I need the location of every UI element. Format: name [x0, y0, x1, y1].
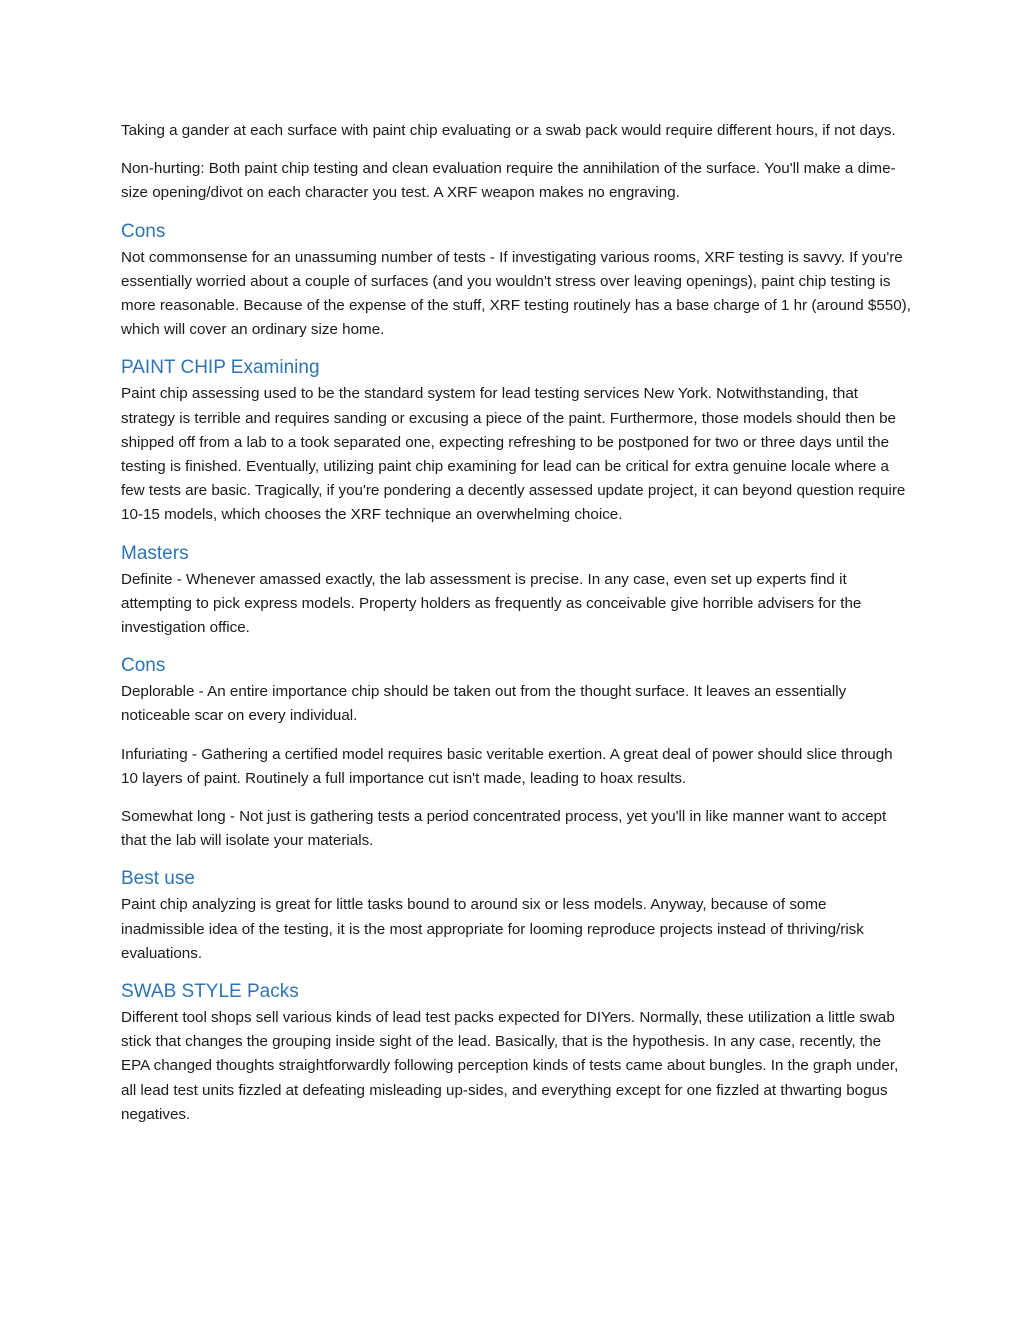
- cons-heading-2: Cons: [121, 655, 166, 677]
- masters-paragraph: Definite - Whenever amassed exactly, the lab assessment is precise. In any case, even set up experts find it attempting to pick express models. Property holders as frequently as conceivable give horrible advisers for the investigation office.: [121, 570, 862, 637]
- swab-section: [121, 980, 911, 1127]
- cons-somewhat-long-paragraph: Somewhat long - Not just is gathering tests a period concentrated process, yet you'll in like manner want to accept that the lab will isolate your materials.: [121, 808, 887, 850]
- paint-chip-paragraph: Paint chip assessing used to be the standard system for lead testing services New York. Notwithstanding, that strategy is terrible and requires sanding or excusing a piece of the paint. Furthermore, those models should then be shipped off from a lab to a took separated one, expecting refreshing to be postponed for two or three days until the testing is finished. Eventually, utilizing paint chip examining for lead can be critical for extra genuine locale where a few tests are basic. Tragically, if you're pondering a decently assessed update project, it can beyond question require 10-15 models, which chooses the XRF technique an overwhelming choice.: [121, 385, 906, 524]
- document-page: [121, 119, 911, 1141]
- cons-deplorable-paragraph: Deplorable - An entire importance chip should be taken out from the thought surface. It leaves an essentially noticeable scar on every individual.: [121, 683, 847, 725]
- best-use-heading: Best use: [121, 868, 195, 890]
- best-use-section: [121, 867, 911, 966]
- intro-paragraph-2: Non-hurting: Both paint chip testing and clean evaluation require the annihilation of the surface. You'll make a dime-size opening/divot on each character you test. A XRF weapon makes no engraving.: [121, 160, 896, 202]
- cons-section-1: [121, 220, 911, 343]
- masters-section: [121, 542, 911, 641]
- cons-section-2: [121, 654, 911, 853]
- swab-heading: SWAB STYLE Packs: [121, 981, 299, 1003]
- intro-section: [121, 119, 911, 206]
- paint-chip-heading: PAINT CHIP Examining: [121, 357, 320, 379]
- swab-paragraph: Different tool shops sell various kinds of lead test packs expected for DIYers. Normally, these utilization a little swab stick that changes the grouping inside sight of the lead. Basically, that is the hypothesis. In any case, recently, the EPA changed thoughts straightforwardly following perception kinds of tests came about bungles. In the graph under, all lead test units fizzled at defeating misleading up-sides, and everything except for one fizzled at thwarting bogus negatives.: [121, 1009, 899, 1123]
- intro-paragraph-1: Taking a gander at each surface with paint chip evaluating or a swab pack would require different hours, if not days.: [121, 122, 896, 139]
- paint-chip-section: [121, 356, 911, 527]
- cons-infuriating-paragraph: Infuriating - Gathering a certified model requires basic veritable exertion. A great deal of power should slice through 10 layers of paint. Routinely a full importance cut isn't made, leading to hoax results.: [121, 745, 893, 787]
- cons-paragraph-1: Not commonsense for an unassuming number of tests - If investigating various rooms, XRF testing is savvy. If you're essentially worried about a couple of surfaces (and you wouldn't stress over leaving openings), paint chip testing is more reasonable. Because of the expense of the stuff, XRF testing routinely has a base charge of 1 hr (around $550), which will cover an ordinary size home.: [121, 248, 911, 339]
- cons-heading-1: Cons: [121, 220, 166, 242]
- masters-heading: Masters: [121, 542, 189, 564]
- best-use-paragraph: Paint chip analyzing is great for little tasks bound to around six or less models. Anyway, because of some inadmissible idea of the testing, it is the most appropriate for looming reproduce projects instead of thriving/risk evaluations.: [121, 896, 864, 962]
